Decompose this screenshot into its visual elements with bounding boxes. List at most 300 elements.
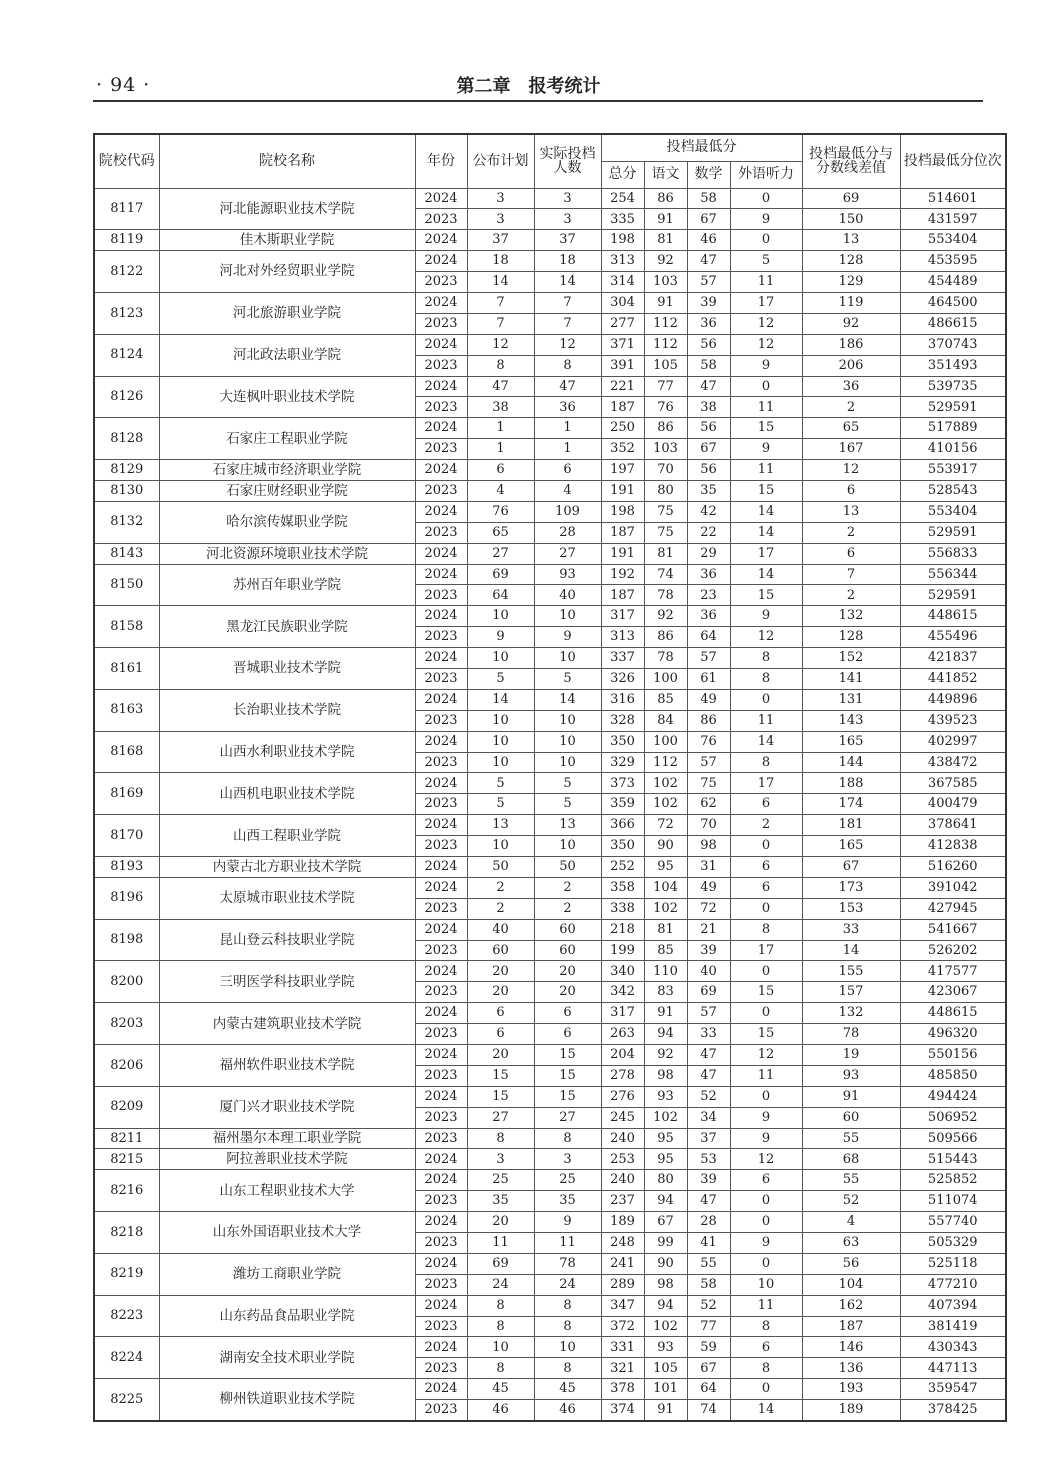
cell-year: 2023: [415, 439, 467, 460]
cell-plan: 9: [467, 627, 534, 648]
cell-rank: 412838: [900, 836, 1006, 857]
header-rank: 投档最低分位次: [900, 134, 1006, 188]
cell-foreign: 9: [730, 1233, 802, 1254]
cell-chinese: 70: [644, 460, 687, 481]
cell-year: 2023: [415, 1274, 467, 1295]
header-math: 数学: [687, 161, 730, 188]
cell-diff: 141: [802, 668, 900, 689]
cell-actual: 5: [534, 773, 601, 794]
cell-foreign: 0: [730, 1191, 802, 1212]
school-name: 河北政法职业学院: [159, 334, 415, 376]
cell-actual: 10: [534, 710, 601, 731]
cell-plan: 13: [467, 815, 534, 836]
cell-rank: 550156: [900, 1045, 1006, 1066]
school-name: 河北资源环境职业技术学院: [159, 543, 415, 564]
school-code: 8193: [94, 857, 159, 878]
cell-rank: 407394: [900, 1295, 1006, 1316]
cell-rank: 526202: [900, 940, 1006, 961]
cell-math: 64: [687, 1379, 730, 1400]
cell-total: 237: [601, 1191, 644, 1212]
cell-rank: 441852: [900, 668, 1006, 689]
table-row: [94, 1003, 1006, 1024]
table-row: [94, 731, 1006, 752]
cell-chinese: 75: [644, 501, 687, 522]
cell-plan: 50: [467, 857, 534, 878]
cell-foreign: 9: [730, 1128, 802, 1149]
cell-actual: 10: [534, 836, 601, 857]
cell-year: 2023: [415, 1400, 467, 1421]
cell-rank: 439523: [900, 710, 1006, 731]
cell-plan: 5: [467, 773, 534, 794]
cell-math: 56: [687, 418, 730, 439]
admission-table: [93, 133, 1007, 1422]
cell-chinese: 67: [644, 1212, 687, 1233]
school-name: 石家庄城市经济职业学院: [159, 460, 415, 481]
cell-year: 2024: [415, 1170, 467, 1191]
cell-chinese: 90: [644, 1253, 687, 1274]
cell-actual: 14: [534, 689, 601, 710]
cell-plan: 47: [467, 376, 534, 397]
cell-total: 331: [601, 1337, 644, 1358]
cell-year: 2023: [415, 836, 467, 857]
cell-rank: 410156: [900, 439, 1006, 460]
cell-diff: 6: [802, 480, 900, 501]
cell-actual: 13: [534, 815, 601, 836]
cell-plan: 35: [467, 1191, 534, 1212]
cell-actual: 10: [534, 752, 601, 773]
school-name: 佳木斯职业学院: [159, 230, 415, 251]
cell-diff: 91: [802, 1086, 900, 1107]
cell-math: 22: [687, 522, 730, 543]
cell-chinese: 83: [644, 982, 687, 1003]
cell-total: 187: [601, 522, 644, 543]
cell-year: 2024: [415, 606, 467, 627]
cell-rank: 454489: [900, 272, 1006, 293]
cell-chinese: 112: [644, 752, 687, 773]
cell-rank: 464500: [900, 292, 1006, 313]
cell-foreign: 9: [730, 209, 802, 230]
cell-diff: 143: [802, 710, 900, 731]
cell-rank: 367585: [900, 773, 1006, 794]
table-row: [94, 334, 1006, 355]
cell-rank: 509566: [900, 1128, 1006, 1149]
cell-plan: 5: [467, 668, 534, 689]
cell-math: 47: [687, 376, 730, 397]
cell-year: 2024: [415, 919, 467, 940]
cell-chinese: 105: [644, 1358, 687, 1379]
cell-rank: 485850: [900, 1065, 1006, 1086]
school-name: 三明医学科技职业学院: [159, 961, 415, 1003]
cell-math: 49: [687, 689, 730, 710]
cell-actual: 1: [534, 439, 601, 460]
cell-total: 304: [601, 292, 644, 313]
cell-actual: 28: [534, 522, 601, 543]
cell-plan: 18: [467, 251, 534, 272]
cell-diff: 165: [802, 731, 900, 752]
cell-rank: 511074: [900, 1191, 1006, 1212]
cell-chinese: 90: [644, 836, 687, 857]
table-row: [94, 877, 1006, 898]
cell-rank: 431597: [900, 209, 1006, 230]
cell-chinese: 86: [644, 188, 687, 209]
cell-rank: 370743: [900, 334, 1006, 355]
cell-foreign: 0: [730, 836, 802, 857]
cell-foreign: 14: [730, 501, 802, 522]
cell-plan: 64: [467, 585, 534, 606]
cell-rank: 515443: [900, 1149, 1006, 1170]
cell-diff: 78: [802, 1024, 900, 1045]
table-row: [94, 376, 1006, 397]
cell-foreign: 15: [730, 585, 802, 606]
cell-total: 278: [601, 1065, 644, 1086]
cell-math: 58: [687, 188, 730, 209]
cell-diff: 144: [802, 752, 900, 773]
cell-year: 2024: [415, 251, 467, 272]
cell-foreign: 0: [730, 230, 802, 251]
cell-rank: 553917: [900, 460, 1006, 481]
cell-plan: 24: [467, 1274, 534, 1295]
cell-plan: 65: [467, 522, 534, 543]
cell-diff: 36: [802, 376, 900, 397]
cell-total: 328: [601, 710, 644, 731]
cell-year: 2024: [415, 773, 467, 794]
cell-rank: 400479: [900, 794, 1006, 815]
cell-actual: 24: [534, 1274, 601, 1295]
cell-year: 2023: [415, 355, 467, 376]
cell-actual: 2: [534, 877, 601, 898]
cell-plan: 20: [467, 982, 534, 1003]
cell-diff: 132: [802, 606, 900, 627]
cell-chinese: 98: [644, 1065, 687, 1086]
cell-plan: 20: [467, 1045, 534, 1066]
cell-year: 2024: [415, 689, 467, 710]
cell-rank: 529591: [900, 585, 1006, 606]
cell-year: 2023: [415, 1316, 467, 1337]
school-name: 大连枫叶职业技术学院: [159, 376, 415, 418]
table-row: [94, 773, 1006, 794]
cell-actual: 9: [534, 627, 601, 648]
cell-diff: 165: [802, 836, 900, 857]
table-row: [94, 689, 1006, 710]
cell-diff: 206: [802, 355, 900, 376]
cell-chinese: 99: [644, 1233, 687, 1254]
cell-chinese: 91: [644, 1003, 687, 1024]
cell-foreign: 9: [730, 606, 802, 627]
cell-year: 2024: [415, 961, 467, 982]
cell-year: 2023: [415, 272, 467, 293]
cell-total: 240: [601, 1128, 644, 1149]
cell-chinese: 94: [644, 1024, 687, 1045]
cell-rank: 553404: [900, 230, 1006, 251]
cell-diff: 174: [802, 794, 900, 815]
cell-actual: 4: [534, 480, 601, 501]
cell-foreign: 14: [730, 522, 802, 543]
cell-math: 47: [687, 1065, 730, 1086]
cell-chinese: 103: [644, 439, 687, 460]
cell-math: 59: [687, 1337, 730, 1358]
cell-math: 52: [687, 1086, 730, 1107]
cell-year: 2023: [415, 710, 467, 731]
cell-total: 321: [601, 1358, 644, 1379]
school-code: 8161: [94, 648, 159, 690]
cell-plan: 45: [467, 1379, 534, 1400]
cell-chinese: 102: [644, 1107, 687, 1128]
cell-total: 289: [601, 1274, 644, 1295]
cell-rank: 541667: [900, 919, 1006, 940]
cell-year: 2024: [415, 230, 467, 251]
cell-total: 358: [601, 877, 644, 898]
cell-foreign: 9: [730, 1107, 802, 1128]
cell-total: 253: [601, 1149, 644, 1170]
cell-chinese: 75: [644, 522, 687, 543]
cell-year: 2024: [415, 564, 467, 585]
cell-rank: 514601: [900, 188, 1006, 209]
table-row: [94, 564, 1006, 585]
cell-plan: 3: [467, 1149, 534, 1170]
cell-foreign: 15: [730, 1024, 802, 1045]
school-code: 8143: [94, 543, 159, 564]
cell-chinese: 76: [644, 397, 687, 418]
cell-math: 61: [687, 668, 730, 689]
cell-rank: 556344: [900, 564, 1006, 585]
cell-rank: 448615: [900, 606, 1006, 627]
cell-math: 31: [687, 857, 730, 878]
cell-total: 373: [601, 773, 644, 794]
school-name: 山东药品食品职业学院: [159, 1295, 415, 1337]
cell-plan: 69: [467, 564, 534, 585]
cell-year: 2023: [415, 480, 467, 501]
cell-year: 2023: [415, 1191, 467, 1212]
cell-diff: 14: [802, 940, 900, 961]
cell-chinese: 84: [644, 710, 687, 731]
school-code: 8225: [94, 1379, 159, 1421]
cell-total: 221: [601, 376, 644, 397]
cell-math: 72: [687, 898, 730, 919]
cell-total: 350: [601, 836, 644, 857]
cell-actual: 60: [534, 940, 601, 961]
cell-math: 36: [687, 564, 730, 585]
cell-diff: 92: [802, 313, 900, 334]
cell-math: 47: [687, 1191, 730, 1212]
cell-year: 2024: [415, 501, 467, 522]
cell-math: 58: [687, 1274, 730, 1295]
school-code: 8196: [94, 877, 159, 919]
cell-plan: 27: [467, 543, 534, 564]
cell-math: 67: [687, 209, 730, 230]
cell-diff: 104: [802, 1274, 900, 1295]
cell-chinese: 112: [644, 334, 687, 355]
cell-foreign: 8: [730, 1358, 802, 1379]
cell-math: 28: [687, 1212, 730, 1233]
school-code: 8206: [94, 1045, 159, 1087]
cell-math: 35: [687, 480, 730, 501]
cell-math: 36: [687, 313, 730, 334]
cell-rank: 447113: [900, 1358, 1006, 1379]
cell-year: 2023: [415, 627, 467, 648]
cell-math: 76: [687, 731, 730, 752]
cell-rank: 423067: [900, 982, 1006, 1003]
cell-total: 329: [601, 752, 644, 773]
cell-math: 64: [687, 627, 730, 648]
cell-chinese: 86: [644, 627, 687, 648]
cell-plan: 37: [467, 230, 534, 251]
school-code: 8129: [94, 460, 159, 481]
cell-foreign: 0: [730, 1003, 802, 1024]
cell-plan: 4: [467, 480, 534, 501]
cell-foreign: 12: [730, 313, 802, 334]
table-row: [94, 919, 1006, 940]
cell-total: 254: [601, 188, 644, 209]
cell-math: 46: [687, 230, 730, 251]
cell-diff: 19: [802, 1045, 900, 1066]
table-row: [94, 230, 1006, 251]
cell-plan: 1: [467, 418, 534, 439]
table-row: [94, 460, 1006, 481]
cell-diff: 150: [802, 209, 900, 230]
school-code: 8163: [94, 689, 159, 731]
cell-year: 2023: [415, 1128, 467, 1149]
cell-chinese: 95: [644, 1149, 687, 1170]
school-name: 山西机电职业技术学院: [159, 773, 415, 815]
cell-diff: 186: [802, 334, 900, 355]
cell-diff: 60: [802, 1107, 900, 1128]
cell-year: 2024: [415, 648, 467, 669]
cell-actual: 12: [534, 334, 601, 355]
school-name: 昆山登云科技职业学院: [159, 919, 415, 961]
cell-total: 342: [601, 982, 644, 1003]
cell-rank: 448615: [900, 1003, 1006, 1024]
school-code: 8215: [94, 1149, 159, 1170]
cell-plan: 10: [467, 648, 534, 669]
cell-actual: 10: [534, 648, 601, 669]
cell-chinese: 94: [644, 1191, 687, 1212]
cell-chinese: 93: [644, 1337, 687, 1358]
cell-chinese: 102: [644, 794, 687, 815]
cell-total: 340: [601, 961, 644, 982]
cell-actual: 7: [534, 292, 601, 313]
cell-year: 2023: [415, 522, 467, 543]
cell-year: 2024: [415, 460, 467, 481]
table-row: [94, 606, 1006, 627]
school-code: 8128: [94, 418, 159, 460]
cell-year: 2023: [415, 1358, 467, 1379]
cell-actual: 8: [534, 1295, 601, 1316]
cell-math: 56: [687, 334, 730, 355]
cell-plan: 2: [467, 877, 534, 898]
cell-plan: 10: [467, 836, 534, 857]
cell-plan: 69: [467, 1253, 534, 1274]
cell-chinese: 102: [644, 773, 687, 794]
cell-actual: 14: [534, 272, 601, 293]
cell-actual: 45: [534, 1379, 601, 1400]
cell-chinese: 91: [644, 1400, 687, 1421]
cell-diff: 136: [802, 1358, 900, 1379]
cell-diff: 193: [802, 1379, 900, 1400]
cell-plan: 6: [467, 460, 534, 481]
cell-total: 191: [601, 543, 644, 564]
cell-math: 98: [687, 836, 730, 857]
cell-math: 70: [687, 815, 730, 836]
cell-foreign: 17: [730, 543, 802, 564]
cell-plan: 6: [467, 1003, 534, 1024]
cell-math: 39: [687, 292, 730, 313]
cell-chinese: 81: [644, 543, 687, 564]
cell-total: 248: [601, 1233, 644, 1254]
school-code: 8150: [94, 564, 159, 606]
cell-actual: 37: [534, 230, 601, 251]
cell-year: 2024: [415, 857, 467, 878]
header-plan: 公布计划: [467, 134, 534, 188]
cell-math: 55: [687, 1253, 730, 1274]
cell-rank: 351493: [900, 355, 1006, 376]
cell-chinese: 105: [644, 355, 687, 376]
cell-foreign: 17: [730, 773, 802, 794]
cell-total: 352: [601, 439, 644, 460]
cell-foreign: 12: [730, 1149, 802, 1170]
cell-diff: 167: [802, 439, 900, 460]
school-code: 8223: [94, 1295, 159, 1337]
cell-foreign: 9: [730, 355, 802, 376]
cell-chinese: 80: [644, 480, 687, 501]
cell-math: 23: [687, 585, 730, 606]
table-row: [94, 1045, 1006, 1066]
header-total: 总分: [601, 161, 644, 188]
cell-math: 49: [687, 877, 730, 898]
cell-math: 29: [687, 543, 730, 564]
cell-rank: 402997: [900, 731, 1006, 752]
cell-plan: 15: [467, 1086, 534, 1107]
school-code: 8219: [94, 1253, 159, 1295]
school-name: 石家庄财经职业学院: [159, 480, 415, 501]
cell-year: 2024: [415, 1295, 467, 1316]
cell-total: 374: [601, 1400, 644, 1421]
school-name: 山西水利职业技术学院: [159, 731, 415, 773]
school-name: 长治职业技术学院: [159, 689, 415, 731]
cell-actual: 20: [534, 961, 601, 982]
cell-rank: 525852: [900, 1170, 1006, 1191]
cell-math: 77: [687, 1316, 730, 1337]
cell-total: 197: [601, 460, 644, 481]
cell-diff: 13: [802, 230, 900, 251]
cell-chinese: 95: [644, 1128, 687, 1149]
cell-total: 337: [601, 648, 644, 669]
cell-diff: 7: [802, 564, 900, 585]
cell-plan: 10: [467, 1337, 534, 1358]
cell-diff: 131: [802, 689, 900, 710]
cell-diff: 63: [802, 1233, 900, 1254]
cell-rank: 438472: [900, 752, 1006, 773]
cell-total: 187: [601, 585, 644, 606]
cell-actual: 18: [534, 251, 601, 272]
cell-actual: 47: [534, 376, 601, 397]
cell-diff: 55: [802, 1128, 900, 1149]
school-name: 阿拉善职业技术学院: [159, 1149, 415, 1170]
cell-chinese: 72: [644, 815, 687, 836]
cell-plan: 60: [467, 940, 534, 961]
school-name: 福州墨尔本理工职业学院: [159, 1128, 415, 1149]
cell-total: 371: [601, 334, 644, 355]
cell-actual: 93: [534, 564, 601, 585]
header-actual: 实际投档人数: [534, 134, 601, 188]
cell-plan: 3: [467, 209, 534, 230]
cell-year: 2024: [415, 292, 467, 313]
cell-year: 2023: [415, 982, 467, 1003]
cell-year: 2024: [415, 1337, 467, 1358]
cell-foreign: 8: [730, 919, 802, 940]
cell-plan: 10: [467, 731, 534, 752]
cell-plan: 8: [467, 1358, 534, 1379]
table-row: [94, 648, 1006, 669]
